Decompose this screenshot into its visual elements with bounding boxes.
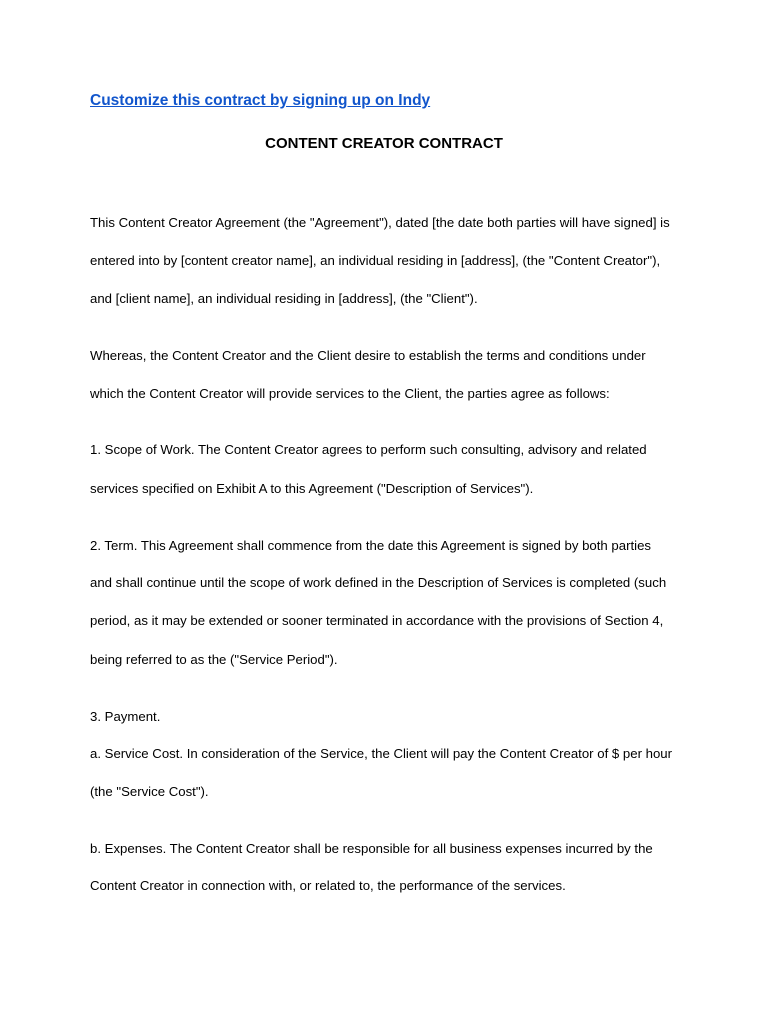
section-scope-line-2: services specified on Exhibit A to this Agreement ("Description of Services"). bbox=[90, 481, 534, 496]
paragraph-intro-line-3: and [client name], an individual residing in [address], (the "Client"). bbox=[90, 291, 478, 306]
paragraph-whereas-line-2: which the Content Creator will provide services to the Client, the parties agree as follows: bbox=[90, 386, 610, 401]
section-service-cost-line-2: (the "Service Cost"). bbox=[90, 784, 209, 799]
section-payment-heading: 3. Payment. bbox=[90, 709, 161, 724]
section-term-line-3: period, as it may be extended or sooner terminated in accordance with the provisions of Section 4, bbox=[90, 613, 664, 628]
section-scope-line-1: 1. Scope of Work. The Content Creator agrees to perform such consulting, advisory and related bbox=[90, 442, 647, 457]
section-expenses-line-1: b. Expenses. The Content Creator shall be responsible for all business expenses incurred by the bbox=[90, 841, 653, 856]
section-term-line-2: and shall continue until the scope of work defined in the Description of Services is completed (such bbox=[90, 575, 667, 590]
paragraph-whereas-line-1: Whereas, the Content Creator and the Client desire to establish the terms and conditions under bbox=[90, 348, 646, 363]
paragraph-intro-line-2: entered into by [content creator name], an individual residing in [address], (the "Content Creator"), bbox=[90, 253, 661, 268]
paragraph-intro-line-1: This Content Creator Agreement (the "Agreement"), dated [the date both parties will have signed] is bbox=[90, 215, 670, 230]
section-service-cost-line-1: a. Service Cost. In consideration of the Service, the Client will pay the Content Creator of $ per hour bbox=[90, 746, 673, 761]
section-expenses-line-2: Content Creator in connection with, or related to, the performance of the services. bbox=[90, 878, 566, 893]
signup-promo-link[interactable]: Customize this contract by signing up on Indy bbox=[90, 92, 431, 109]
section-term-line-1: 2. Term. This Agreement shall commence from the date this Agreement is signed by both parties bbox=[90, 538, 651, 553]
section-term-line-4: being referred to as the ("Service Period"). bbox=[90, 652, 338, 667]
contract-title: CONTENT CREATOR CONTRACT bbox=[265, 135, 503, 152]
